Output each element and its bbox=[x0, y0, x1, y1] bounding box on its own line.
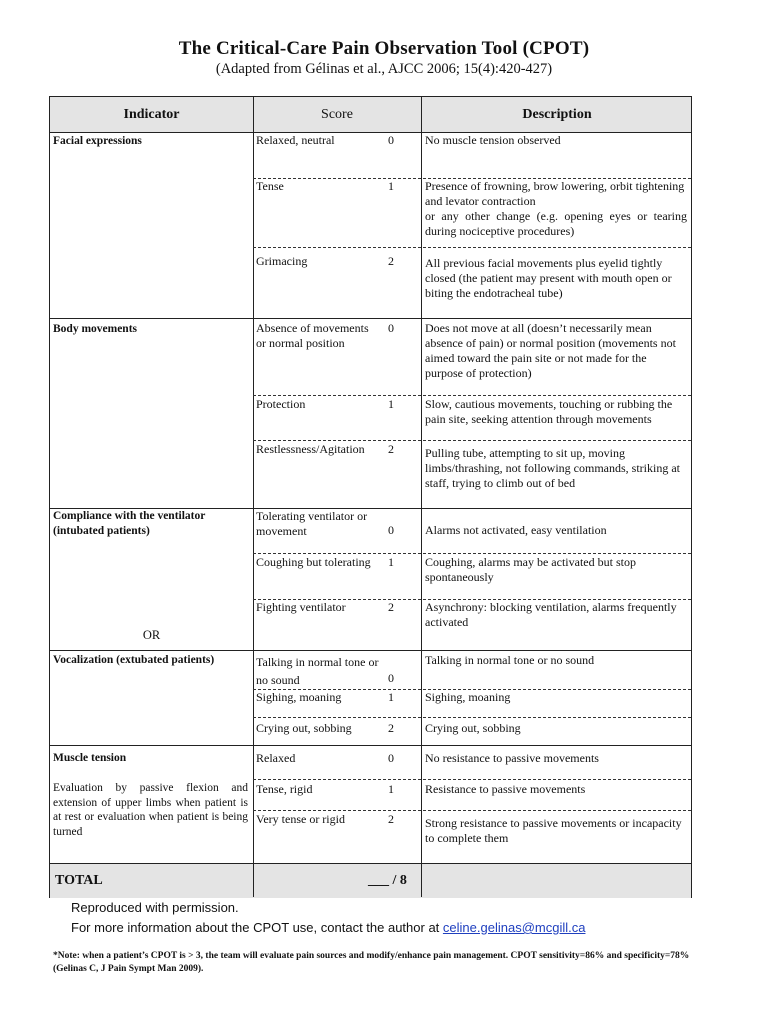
score-value: 0 bbox=[388, 321, 394, 335]
contact-text: For more information about the CPOT use, contact the author at bbox=[71, 920, 440, 935]
row-divider-dashed bbox=[253, 395, 691, 396]
score-label: Relaxed, neutral bbox=[256, 133, 335, 147]
author-email-link[interactable]: celine.gelinas@mcgill.ca bbox=[442, 920, 586, 935]
description: No muscle tension observed bbox=[425, 133, 561, 147]
score-label: Grimacing bbox=[256, 254, 308, 268]
row-divider-dashed bbox=[253, 440, 691, 441]
indicator-or-separator: OR bbox=[142, 628, 161, 642]
indicator-vocalization: Vocalization (extubated patients) bbox=[53, 654, 215, 666]
score-label: Sighing, moaning bbox=[256, 690, 342, 704]
description: All previous facial movements plus eyelid tightly closed (the patient may present with mouth open or biting the endotracheal tube) bbox=[425, 256, 672, 300]
total-score: ___ / 8 bbox=[368, 873, 407, 888]
score-value: 0 bbox=[388, 671, 394, 685]
muscle-tension-evaluation-note: Evaluation by passive flexion and extension of upper limbs when patient is at rest or evaluation when patient is being turned bbox=[53, 782, 248, 838]
cpot-table bbox=[49, 96, 692, 898]
column-divider bbox=[253, 97, 254, 897]
score-label: Tolerating ventilator or movement bbox=[256, 509, 368, 538]
score-value: 0 bbox=[388, 523, 394, 537]
score-label: Absence of movements or normal position bbox=[256, 321, 369, 350]
description: Slow, cautious movements, touching or rubbing the pain site, seeking attention through movements bbox=[425, 397, 673, 426]
score-label: Very tense or rigid bbox=[256, 812, 345, 826]
description: Does not move at all (doesn’t necessarily mean absence of pain) or normal position (movements not aimed toward the pain site or not made for the purpose of protection) bbox=[425, 321, 676, 380]
score-label: Tense bbox=[256, 179, 284, 193]
score-label: Tense, rigid bbox=[256, 782, 313, 796]
score-value: 2 bbox=[388, 812, 394, 826]
row-divider bbox=[50, 650, 691, 651]
row-divider-dashed bbox=[253, 717, 691, 718]
description: Sighing, moaning bbox=[425, 690, 511, 704]
score-label: Protection bbox=[256, 397, 306, 411]
score-value: 2 bbox=[388, 600, 394, 614]
header-score: Score bbox=[321, 107, 353, 122]
score-label: Talking in normal tone or no sound bbox=[256, 655, 379, 687]
indicator-muscle-tension: Muscle tension bbox=[53, 752, 127, 764]
description: Coughing, alarms may be activated but stop spontaneously bbox=[425, 555, 636, 584]
permission-note: Reproduced with permission. bbox=[71, 900, 239, 915]
score-label: Restlessness/Agitation bbox=[256, 442, 365, 456]
score-value: 2 bbox=[388, 254, 394, 268]
score-value: 1 bbox=[388, 179, 394, 193]
description: No resistance to passive movements bbox=[425, 751, 599, 765]
description-extra: or any other change (e.g. opening eyes or tearing during nociceptive procedures) bbox=[425, 209, 687, 238]
description: Asynchrony: blocking ventilation, alarms frequently activated bbox=[425, 600, 677, 629]
description: Crying out, sobbing bbox=[425, 721, 521, 735]
score-value: 1 bbox=[388, 690, 394, 704]
score-value: 1 bbox=[388, 782, 394, 796]
score-value: 2 bbox=[388, 442, 394, 456]
footnote: *Note: when a patient’s CPOT is > 3, the team will evaluate pain sources and modify/enhance pain management. CPOT sensitivity=86% and specificity=78% (Gelinas C, J Pain Sympt Man 2009). bbox=[53, 951, 690, 974]
score-value: 0 bbox=[388, 751, 394, 765]
score-label: Relaxed bbox=[256, 751, 296, 765]
contact-line bbox=[71, 920, 585, 935]
row-divider-dashed bbox=[253, 247, 691, 248]
description: Strong resistance to passive movements or incapacity to complete them bbox=[425, 816, 682, 845]
score-label: Coughing but tolerating bbox=[256, 555, 371, 569]
document-subtitle: (Adapted from Gélinas et al., AJCC 2006; 15(4):420-427) bbox=[215, 61, 553, 77]
description: Pulling tube, attempting to sit up, moving limbs/thrashing, not following commands, striking at staff, trying to climb out of bed bbox=[425, 446, 680, 490]
header-description: Description bbox=[522, 107, 592, 122]
score-value: 1 bbox=[388, 555, 394, 569]
row-divider-dashed bbox=[253, 779, 691, 780]
description: Talking in normal tone or no sound bbox=[425, 653, 595, 667]
score-value: 1 bbox=[388, 397, 394, 411]
score-label: Crying out, sobbing bbox=[256, 721, 352, 735]
description: Alarms not activated, easy ventilation bbox=[425, 523, 607, 537]
description: Resistance to passive movements bbox=[425, 782, 586, 796]
score-value: 0 bbox=[388, 133, 394, 147]
header-indicator: Indicator bbox=[123, 107, 180, 122]
indicator-body-movements: Body movements bbox=[53, 323, 138, 335]
row-divider-dashed bbox=[253, 810, 691, 811]
column-divider bbox=[421, 97, 422, 897]
row-divider-dashed bbox=[253, 553, 691, 554]
score-label: Fighting ventilator bbox=[256, 600, 346, 614]
indicator-facial-expressions: Facial expressions bbox=[53, 135, 142, 147]
document-title: The Critical-Care Pain Observation Tool (CPOT) bbox=[178, 38, 590, 59]
row-divider bbox=[50, 745, 691, 746]
description: Presence of frowning, brow lowering, orbit tightening and levator contraction bbox=[425, 179, 685, 208]
score-value: 2 bbox=[388, 721, 394, 735]
total-label: TOTAL bbox=[55, 873, 103, 888]
indicator-ventilator-compliance: Compliance with the ventilator (intubated patients) bbox=[53, 510, 206, 537]
row-divider bbox=[50, 318, 691, 319]
